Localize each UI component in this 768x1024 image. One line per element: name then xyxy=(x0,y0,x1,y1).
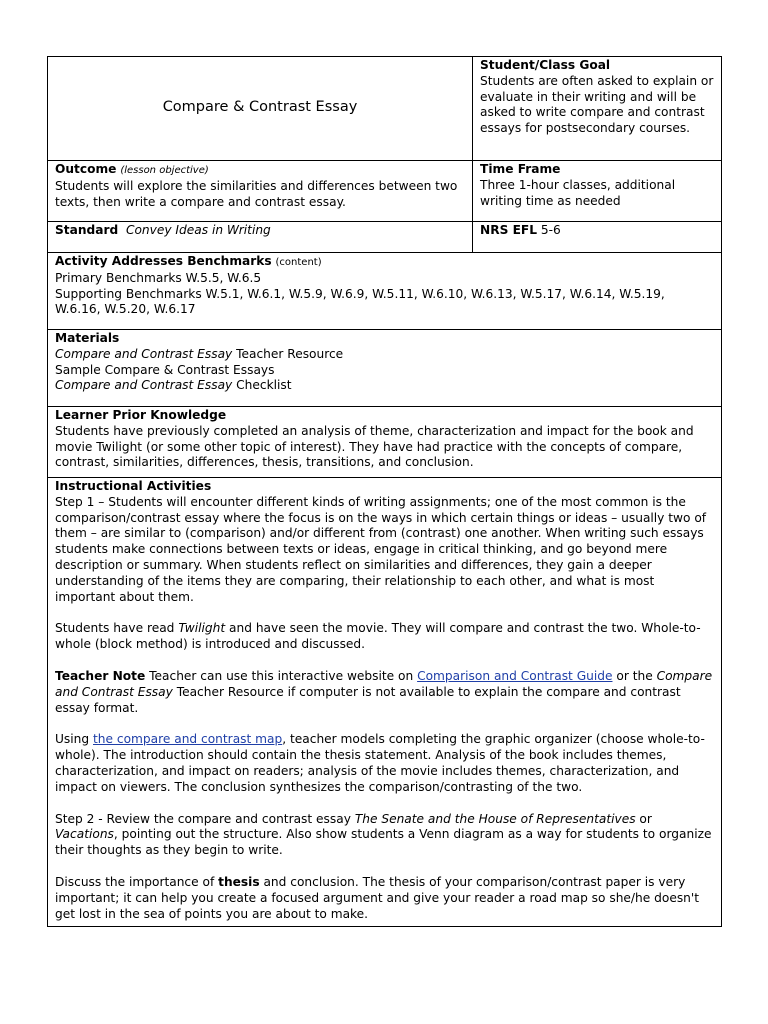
text-run: Teacher Resource if computer is not available to explain the compare and contrast essay format. xyxy=(55,684,681,715)
standard-text: Convey Ideas in Writing xyxy=(125,223,271,237)
standard-label: Standard xyxy=(55,223,119,237)
text-run: or xyxy=(635,811,652,826)
essay-title: The Senate and the House of Representatives xyxy=(354,811,636,826)
outcome-sub: (lesson objective) xyxy=(120,165,209,176)
supporting-benchmarks: Supporting Benchmarks W.5.1, W.6.1, W.5.9, W.6.9, W.5.11, W.6.10, W.6.13, W.5.17, W.6.14, W.5.19, W.6.16, W.5.20, W.6.17 xyxy=(55,286,665,317)
using-map-paragraph xyxy=(55,732,714,795)
activities-label: Instructional Activities xyxy=(55,479,212,493)
standard-cell xyxy=(48,222,473,253)
materials-item-rest: Teacher Resource xyxy=(232,346,344,361)
lesson-plan-table xyxy=(47,56,722,927)
benchmarks-sub: (content) xyxy=(275,257,322,268)
text-run: Step 2 - Review the compare and contrast essay xyxy=(55,811,355,826)
primary-benchmarks: Primary Benchmarks W.5.5, W.6.5 xyxy=(55,270,262,285)
document-title: Compare & Contrast Essay xyxy=(162,99,358,116)
materials-item xyxy=(55,347,714,363)
nrs-label: NRS EFL xyxy=(480,223,538,237)
text-run: and have seen the movie. They will compare and contrast the two. Whole-to-whole (block method) is introduced and discussed. xyxy=(55,621,701,652)
text-run: Students have read xyxy=(55,621,179,636)
essay-title: Vacations xyxy=(55,827,114,842)
prior-knowledge-cell xyxy=(48,407,722,478)
prior-knowledge-row xyxy=(48,407,722,478)
title-row xyxy=(48,57,722,161)
text-run: Discuss the importance of xyxy=(55,874,219,889)
teacher-note-paragraph xyxy=(55,669,714,716)
materials-label: Materials xyxy=(55,331,120,345)
nrs-text: 5-6 xyxy=(540,223,561,237)
materials-item xyxy=(55,378,714,394)
goal-label: Student/Class Goal xyxy=(480,58,611,72)
prior-knowledge-label: Learner Prior Knowledge xyxy=(55,408,227,422)
comparison-guide-link[interactable]: Comparison and Contrast Guide xyxy=(417,668,613,683)
text-run: Teacher can use this interactive website on xyxy=(145,668,418,683)
text-run: or the xyxy=(612,668,657,683)
title-cell xyxy=(48,57,473,161)
benchmarks-row xyxy=(48,253,722,330)
activities-cell xyxy=(48,478,722,927)
twilight-paragraph xyxy=(55,621,714,653)
outcome-label: Outcome xyxy=(55,162,117,176)
text-run: and conclusion. The thesis of your comparison/contrast paper is very important; it can help you create a focused argument and give your reader a road map so she/he doesn't get lost in the sea of points you are about to make. xyxy=(55,874,700,921)
materials-item-rest: Checklist xyxy=(232,378,292,393)
book-title: Twilight xyxy=(178,621,226,636)
benchmarks-label: Activity Addresses Benchmarks xyxy=(55,254,272,268)
time-frame-cell xyxy=(473,161,722,222)
thesis-term: thesis xyxy=(218,874,260,889)
materials-item-title: Compare and Contrast Essay xyxy=(55,378,233,393)
text-run: Using xyxy=(55,732,93,747)
materials-cell xyxy=(48,330,722,407)
resource-title: Compare and Contrast Essay xyxy=(55,668,713,699)
goal-text: Students are often asked to explain or evaluate in their writing and will be asked to write compare and contrast essays for postsecondary courses. xyxy=(480,73,714,136)
time-frame-text: Three 1-hour classes, additional writing time as needed xyxy=(480,177,676,208)
prior-knowledge-text: Students have previously completed an analysis of theme, characterization and impact for the book and movie Twilight (or some other topic of interest). They have had practice with the concepts of compare, contrast, similarities, differences, thesis, transitions, and conclusion. xyxy=(55,423,694,470)
time-frame-label: Time Frame xyxy=(480,162,561,176)
compare-contrast-map-link[interactable]: the compare and contrast map xyxy=(93,732,283,747)
teacher-note-label: Teacher Note xyxy=(55,668,146,683)
step1-text: Step 1 – Students will encounter different kinds of writing assignments; one of the most common is the comparison/contrast essay where the focus is on the ways in which certain things or ideas – usually two of them – are similar to (comparison) and/or different from (contrast) one another. When writing such essays students make connections between texts or ideas, engage in critical thinking, and go beyond mere description or summary. When students reflect on similarities and differences, they gain a deeper understanding of the items they are comparing, their relationship to each other, and what is most important about them. xyxy=(55,494,707,604)
materials-item-title: Compare and Contrast Essay xyxy=(55,346,233,361)
outcome-text: Students will explore the similarities and differences between two texts, then write a compare and contrast essay. xyxy=(55,178,458,209)
standard-row xyxy=(48,222,722,253)
nrs-cell xyxy=(473,222,722,253)
materials-row xyxy=(48,330,722,407)
outcome-cell xyxy=(48,161,473,222)
thesis-paragraph xyxy=(55,875,714,922)
text-run: , pointing out the structure. Also show students a Venn diagram as a way for students to organize their thoughts as they begin to write. xyxy=(55,827,712,858)
step2-paragraph xyxy=(55,812,714,859)
goal-cell xyxy=(473,57,722,161)
outcome-row xyxy=(48,161,722,222)
text-run: , teacher models completing the graphic organizer (choose whole-to-whole). The introduction should contain the thesis statement. Analysis of the book includes themes, characterization, and impact on readers; analysis of the movie includes themes, characterization, and impact on viewers. The conclusion synthesizes the comparison/contrasting of the two. xyxy=(55,732,705,794)
materials-item: Sample Compare & Contrast Essays xyxy=(55,362,275,377)
activities-row xyxy=(48,478,722,927)
benchmarks-cell xyxy=(48,253,722,330)
